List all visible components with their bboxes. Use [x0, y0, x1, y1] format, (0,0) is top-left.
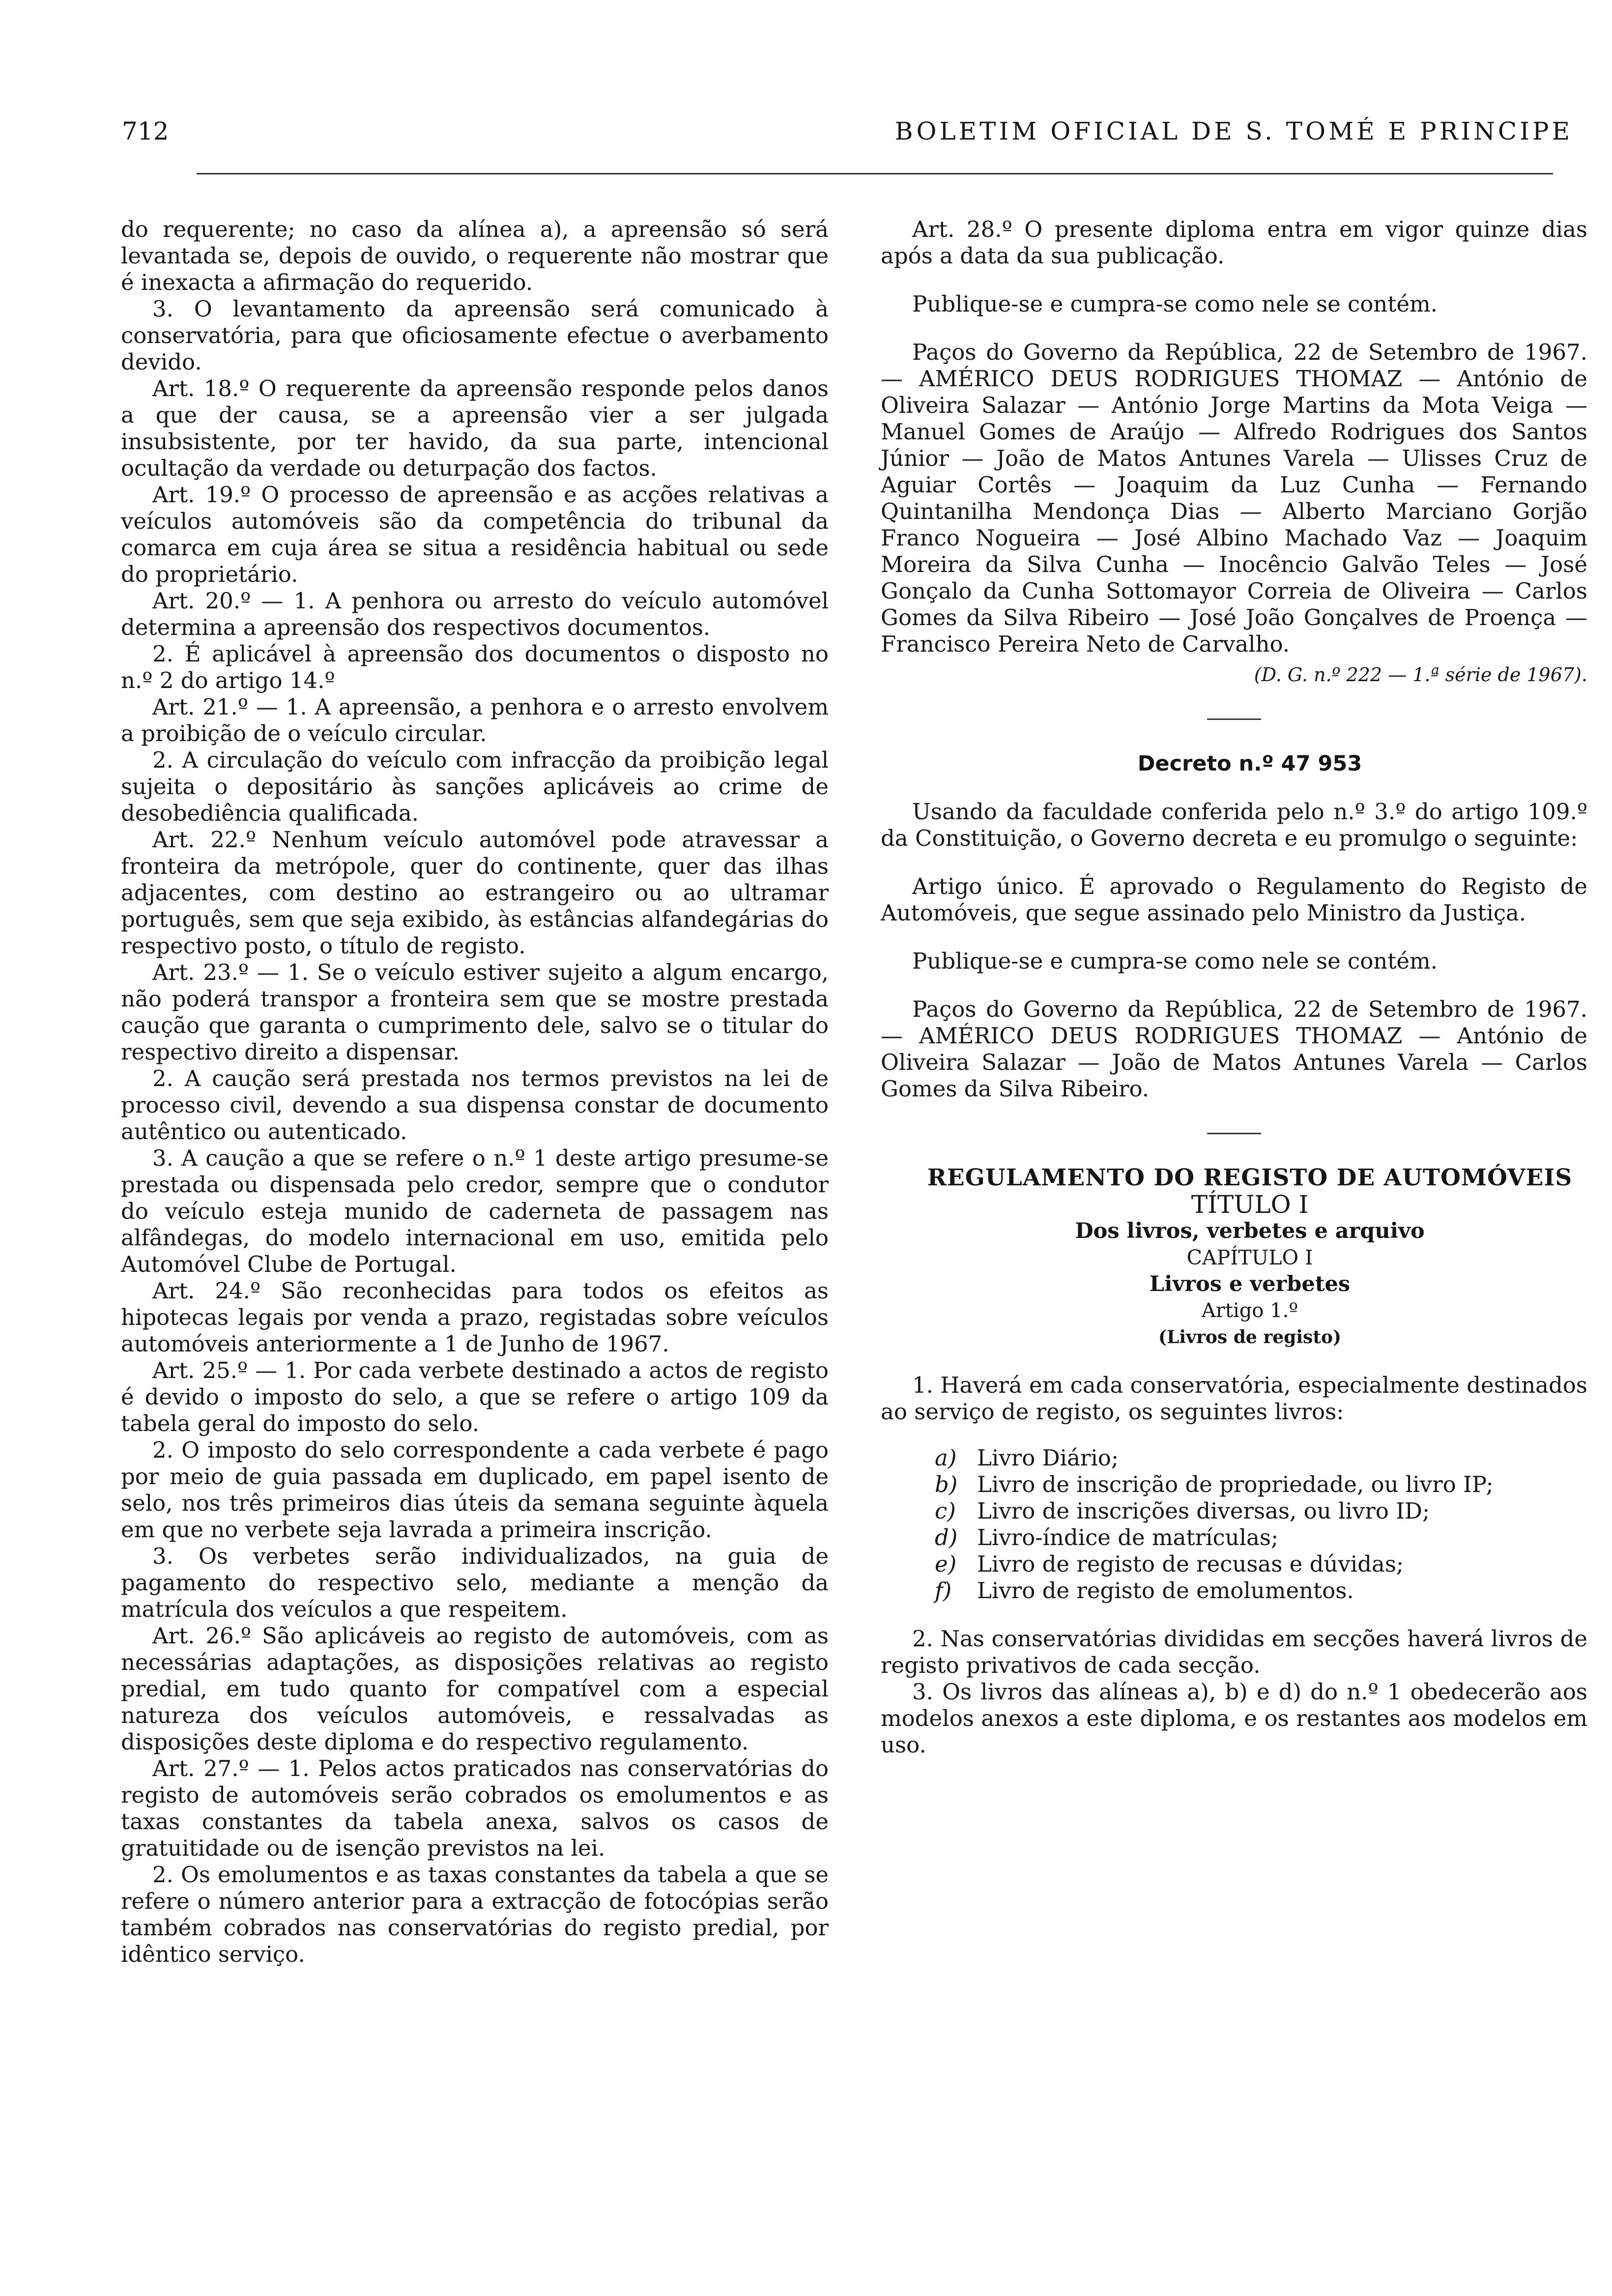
title-subheading: Dos livros, verbetes e arquivo [1075, 1219, 1425, 1243]
decree-title: Decreto n.º 47 953 [1137, 751, 1362, 776]
page-number: 712 [122, 117, 169, 145]
list-text: Livro de inscrições diversas, ou livro ID; [977, 1498, 1430, 1524]
paragraph: Art. 26.º São aplicáveis ao registo de automóveis, com as necessárias adaptações, as disposições relativas ao registo predial, em tudo quanto for compatível com a especial natureza dos veículos automóveis, e ressalvadas as disposições deste diploma e do respectivo regulamento. [121, 1623, 829, 1755]
paragraph: 2. A circulação do veículo com infracção da proibição legal sujeita o depositário às sanções aplicáveis ao crime de desobediência qualificada. [121, 747, 829, 826]
left-column [121, 216, 829, 1968]
list-item [935, 1498, 1587, 1524]
article-28: Art. 28.º O presente diploma entra em vigor quinze dias após a data da sua publicação. [881, 216, 1587, 269]
paragraph: 2. Nas conservatórias divididas em secções haverá livros de registo privativos de cada secção. [881, 1626, 1587, 1678]
paragraph: Art. 25.º — 1. Por cada verbete destinado a actos de registo é devido o imposto do selo, a que se refere o artigo 109 da tabela geral do imposto do selo. [121, 1357, 829, 1436]
list-item [935, 1445, 1587, 1471]
paragraph: Art. 21.º — 1. A apreensão, a penhora e o arresto envolvem a proibição de o veículo circular. [121, 694, 829, 746]
list-letter: d) [935, 1524, 958, 1550]
paragraph: Art. 20.º — 1. A penhora ou arresto do veículo automóvel determina a apreensão dos respectivos documentos. [121, 588, 829, 640]
publique-paragraph: Publique-se e cumpra-se como nele se contém. [912, 948, 1438, 974]
list-item [935, 1471, 1587, 1498]
paragraph: 2. É aplicável à apreensão dos documentos o disposto no n.º 2 do artigo 14.º [121, 641, 829, 693]
gazette-reference: (D. G. n.º 222 — 1.ª série de 1967). [1254, 664, 1587, 686]
separator-rule [1207, 718, 1261, 720]
list-text: Livro de inscrição de propriedade, ou livro IP; [977, 1471, 1494, 1497]
paragraph: 2. O imposto do selo correspondente a cada verbete é pago por meio de guia passada em duplicado, em papel isento de selo, nos três primeiros dias úteis da semana seguinte àquela em que no verbete seja lavrada a primeira inscrição. [121, 1437, 829, 1543]
signature-paragraph: Paços do Governo da República, 22 de Setembro de 1967. — AMÉRICO DEUS RODRIGUES THOMAZ — António de Oliveira Salazar — João de Matos Antunes Varela — Carlos Gomes da Silva Ribeiro. [881, 996, 1587, 1102]
publique-paragraph: Publique-se e cumpra-se como nele se contém. [912, 291, 1438, 317]
paragraph: Art. 23.º — 1. Se o veículo estiver sujeito a algum encargo, não poderá transpor a fronteira sem que se mostre prestada caução que garanta o cumprimento dele, salvo se o titular do respectivo direito a dispensar. [121, 959, 829, 1065]
paragraph: do requerente; no caso da alínea a), a apreensão só será levantada se, depois de ouvido, o requerente não mostrar que é inexacta a afirmação do requerido. [121, 216, 829, 295]
paragraph: 1. Haverá em cada conservatória, especialmente destinados ao serviço de registo, os seguintes livros: [881, 1372, 1587, 1425]
separator-rule [1207, 1133, 1261, 1134]
regulation-title: REGULAMENTO DO REGISTO DE AUTOMÓVEIS [927, 1164, 1573, 1191]
right-column [881, 216, 1587, 1758]
paragraph: 3. Os verbetes serão individualizados, na guia de pagamento do respectivo selo, mediante a menção da matrícula dos veículos a que respeitem. [121, 1543, 829, 1622]
list-text: Livro de registo de recusas e dúvidas; [977, 1551, 1404, 1577]
article-heading: (Livros de registo) [1158, 1327, 1341, 1348]
publication-title: BOLETIM OFICIAL DE S. TOMÉ E PRINCIPE [894, 117, 1573, 145]
list-text: Livro Diário; [977, 1445, 1119, 1471]
paragraph: 2. Os emolumentos e as taxas constantes da tabela a que se refere o número anterior para a extracção de fotocópias serão também cobrados nas conservatórias do registo predial, por idêntico serviço. [121, 1862, 829, 1967]
title-heading: TÍTULO I [1191, 1190, 1309, 1219]
chapter-subheading: Livros e verbetes [1149, 1272, 1351, 1296]
paragraph: 3. A caução a que se refere o n.º 1 deste artigo presume-se prestada ou dispensada pelo credor, sempre que o condutor do veículo esteja munido de caderneta de passagem nas alfândegas, do modelo internacional em uso, emitida pelo Automóvel Clube de Portugal. [121, 1145, 829, 1277]
list-item [935, 1524, 1587, 1551]
decree-preamble: Usando da faculdade conferida pelo n.º 3.º do artigo 109.º da Constituição, o Governo decreta e eu promulgo o seguinte: [881, 799, 1587, 851]
article-number: Artigo 1.º [1201, 1299, 1298, 1322]
list-letter: b) [935, 1471, 958, 1497]
list-letter: a) [935, 1445, 957, 1471]
paragraph: 3. Os livros das alíneas a), b) e d) do n.º 1 obedecerão aos modelos anexos a este diploma, e os restantes aos modelos em uso. [881, 1679, 1587, 1758]
list-item [935, 1578, 1587, 1604]
artigo-unico: Artigo único. É aprovado o Regulamento do Registo de Automóveis, que segue assinado pelo Ministro da Justiça. [881, 873, 1587, 926]
paragraph: Art. 19.º O processo de apreensão e as acções relativas a veículos automóveis são da competência do tribunal da comarca em cuja área se situa a residência habitual ou sede do proprietário. [121, 482, 829, 587]
signature-paragraph: Paços do Governo da República, 22 de Setembro de 1967. — AMÉRICO DEUS RODRIGUES THOMAZ — António de Oliveira Salazar — António Jorge Martins da Mota Veiga — Manuel Gomes de Araújo — Alfredo Rodrigues dos Santos Júnior — João de Matos Antunes Varela — Ulisses Cruz de Aguiar Cortês — Joaquim da Luz Cunha — Fernando Quintanilha Mendonça Dias — Alberto Marciano Gorjão Franco Nogueira — José Albino Machado Vaz — Joaquim Moreira da Silva Cunha — Inocêncio Galvão Teles — José Gonçalo da Cunha Sottomayor Correia de Oliveira — Carlos Gomes da Silva Ribeiro — José João Gonçalves de Proença — Francisco Pereira Neto de Carvalho. [881, 339, 1587, 657]
book-list [881, 1445, 1587, 1604]
list-letter: e) [935, 1551, 957, 1577]
list-text: Livro de registo de emolumentos. [977, 1578, 1354, 1604]
list-letter: c) [935, 1498, 956, 1524]
paragraph: 3. O levantamento da apreensão será comunicado à conservatória, para que oficiosamente efectue o averbamento devido. [121, 296, 829, 375]
paragraph: Art. 27.º — 1. Pelos actos praticados nas conservatórias do registo de automóveis serão cobrados os emolumentos e as taxas constantes da tabela anexa, salvos os casos de gratuitidade ou de isenção previstos na lei. [121, 1755, 829, 1861]
paragraph: Art. 24.º São reconhecidas para todos os efeitos as hipotecas legais por venda a prazo, registadas sobre veículos automóveis anteriormente a 1 de Junho de 1967. [121, 1278, 829, 1357]
list-item [935, 1551, 1587, 1578]
chapter-heading: CAPÍTULO I [1186, 1246, 1313, 1269]
list-letter: f) [935, 1578, 952, 1604]
paragraph: Art. 18.º O requerente da apreensão responde pelos danos a que der causa, se a apreensão vier a ser julgada insubsistente, por ter havido, da sua parte, intencional ocultação da verdade ou deturpação dos factos. [121, 375, 829, 481]
paragraph: Art. 22.º Nenhum veículo automóvel pode atravessar a fronteira da metrópole, quer do continente, quer das ilhas adjacentes, com destino ao estrangeiro ou ao ultramar português, sem que seja exibido, às estâncias alfandegárias do respectivo posto, o título de registo. [121, 827, 829, 959]
list-text: Livro-índice de matrículas; [977, 1524, 1279, 1550]
header-rule [197, 173, 1553, 174]
paragraph: 2. A caução será prestada nos termos previstos na lei de processo civil, devendo a sua dispensa constar de documento autêntico ou autenticado. [121, 1065, 829, 1145]
